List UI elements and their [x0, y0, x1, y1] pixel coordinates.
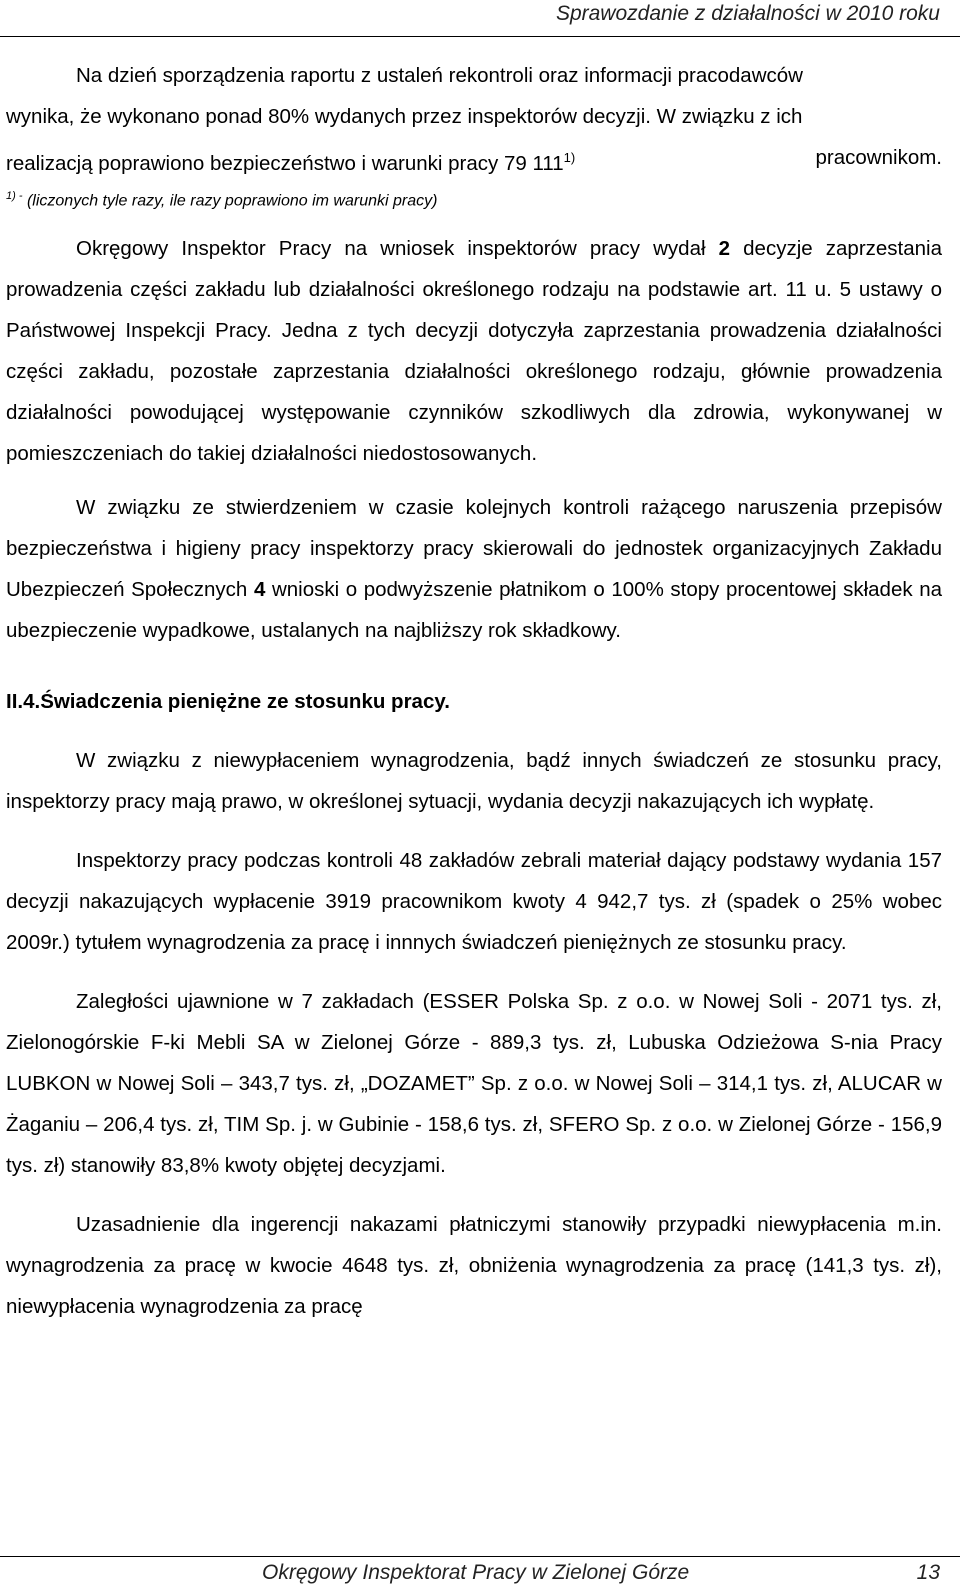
section-heading: [6, 681, 942, 722]
paragraph-prawo-inspektorow: W związku z niewypłaceniem wynagrodzenia, bądź innych świadczeń ze stosunku pracy, inspektorzy pracy mają prawo, w określonej sytuacji, wydania decyzji nakazujących ich wypłatę.: [6, 749, 942, 814]
paragraph-rekontrole-line-2: wynika, że wykonano ponad 80% wydanych przez inspektorów decyzji. W związku z ich: [6, 105, 803, 128]
paragraph-rekontrole-line-1: Na dzień sporządzenia raportu z ustaleń rekontroli oraz informacji pracodawców: [76, 64, 803, 87]
paragraph-zaleglosci: Zaległości ujawnione w 7 zakładach (ESSER Polska Sp. z o.o. w Nowej Soli - 2071 tys. zł, Zielonogórskie F-ki Mebli SA w Zielonej Górze - 889,3 tys. zł, Lubuska Odzieżowa S-nia Pracy LUBKON w Nowej Soli – 343,7 tys. zł, „DOZAMET” Sp. z o.o. w Nowej Soli – 314,1 tys. zł, ALUCAR w Żaganiu – 206,4 tys. zł, TIM Sp. j. w Gubinie - 158,6 tys. zł, SFERO Sp. z o.o. w Zielonej Górze - 156,9 tys. zł) stanowiły 83,8% kwoty objętej decyzjami.: [6, 990, 942, 1178]
footnote-reference: 1): [563, 150, 576, 165]
footnote-mark: 1) -: [6, 189, 23, 202]
paragraph-decyzje-zaprzestania: Okręgowy Inspektor Pracy na wniosek inspektorów pracy wydał 2 decyzje zaprzestania prowadzenia części zakładu lub działalności określonego rodzaju na podstawie art. 11 u. 5 ustawy o Państwowej Inspekcji Pracy. Jedna z tych decyzji dotyczyła zaprzestania prowadzenia działalności części zakładu, pozostałe zaprzestania działalności określonego rodzaju, głównie prowadzenia działalności powodującej występowanie czynników szkodliwych dla zdrowia, wykonywanej w pomieszczeniach do takiej działalności niedostosowanych.: [6, 237, 943, 466]
footnote-text: (liczonych tyle razy, ile razy poprawiono im warunki pracy): [26, 192, 438, 210]
paragraph-rekontrole-line-3: [6, 137, 942, 184]
page-number: 13: [916, 1561, 940, 1584]
section-title: Świadczenia pieniężne ze stosunku pracy.: [40, 690, 450, 714]
footer-divider: [0, 1556, 960, 1557]
workers-label: pracownikom.: [815, 146, 942, 169]
footnote: [6, 184, 942, 213]
footer-institution: Okręgowy Inspektorat Pracy w Zielonej Górze: [262, 1561, 690, 1584]
page-header: Sprawozdanie z działalności w 2010 roku: [555, 2, 940, 25]
workers-count-text: realizacją poprawiono bezpieczeństwo i warunki pracy 79 111: [6, 151, 564, 175]
motions-count: 4: [253, 578, 266, 602]
paragraph-kontrole-wyplaty: Inspektorzy pracy podczas kontroli 48 zakładów zebrali materiał dający podstawy wydania 157 decyzji nakazujących wypłacenie 3919 pracownikom kwoty 4 942,7 tys. zł (spadek o 25% wobec 2009r.) tytułem wynagrodzenia za pracę i innnych świadczeń pieniężnych ze stosunku pracy.: [6, 849, 942, 955]
paragraph-uzasadnienie: Uzasadnienie dla ingerencji nakazami płatniczymi stanowiły przypadki niewypłacenia m.in. wynagrodzenia za pracę w kwocie 4648 tys. zł, obniżenia wynagrodzenia za pracę (141,3 tys. zł), niewypłacenia wynagrodzenia za pracę: [6, 1213, 942, 1319]
header-divider: [0, 36, 960, 37]
decisions-count: 2: [718, 237, 731, 261]
paragraph-wnioski-zus: W związku ze stwierdzeniem w czasie kolejnych kontroli rażącego naruszenia przepisów bezpieczeństwa i higieny pracy inspektorzy pracy skierowali do jednostek organizacyjnych Zakładu Ubezpieczeń Społecznych 4 wnioski o podwyższenie płatnikom o 100% stopy procentowej składek na ubezpieczenie wypadkowe, ustalanych na najbliższy rok składkowy.: [6, 496, 942, 643]
document-body: [6, 55, 942, 1327]
section-number: II.4.: [6, 690, 41, 714]
